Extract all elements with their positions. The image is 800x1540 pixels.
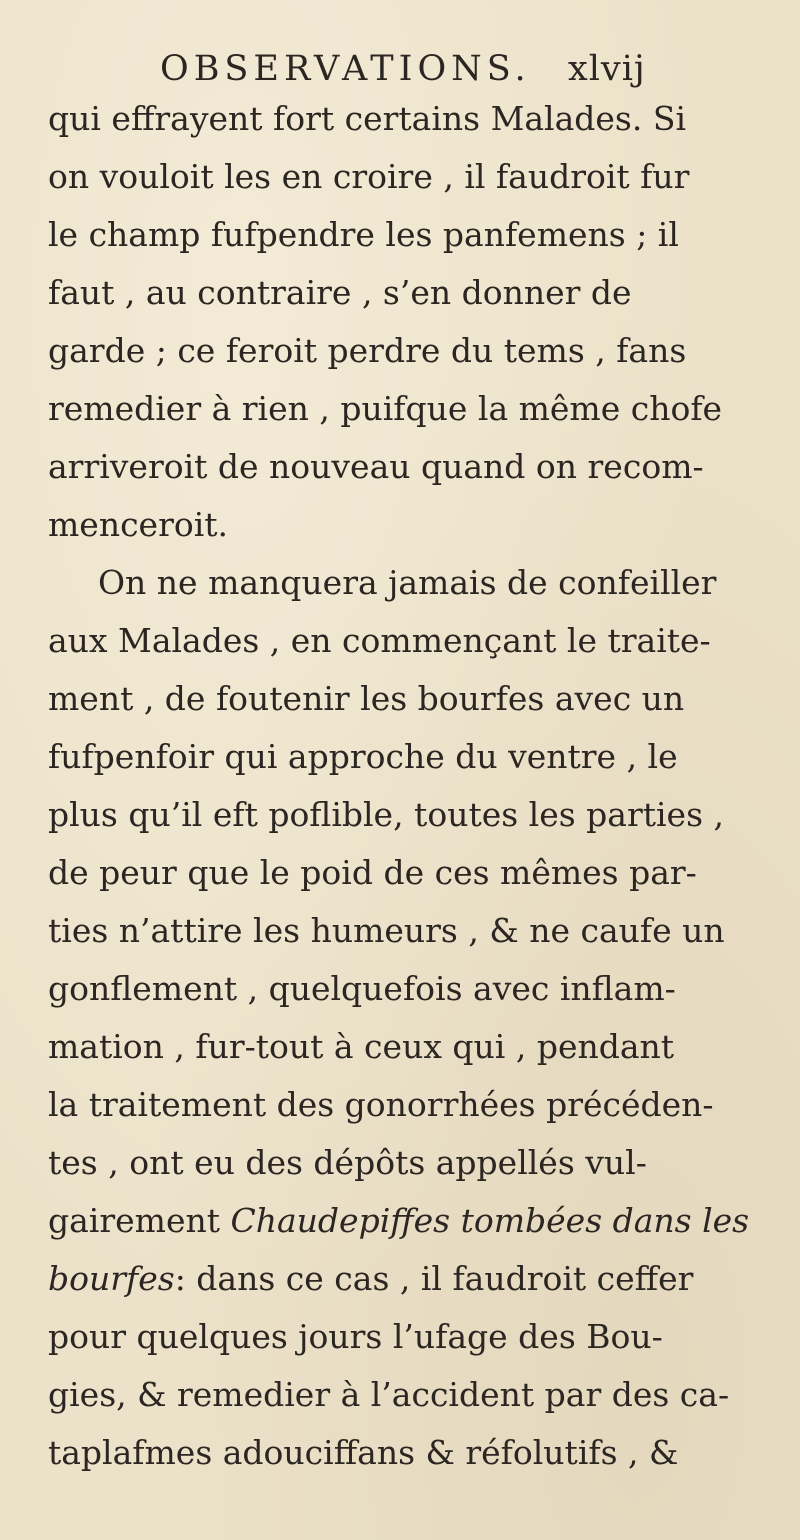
text-line [48, 1254, 693, 1304]
text-line: taplafmes adouciffans & réfolutifs , & [48, 1433, 679, 1472]
text-line: mation , fur-tout à ceux qui , pendant [48, 1027, 675, 1066]
text-line: fufpenfoir qui approche du ventre , le [48, 737, 678, 776]
text-line: pour quelques jours l’ufage des Bou- [48, 1317, 663, 1356]
text-line: le champ fufpendre les panfemens ; il [48, 215, 679, 254]
text-line: arriveroit de nouveau quand on recom- [48, 447, 704, 486]
italic-term: bourfes [48, 1259, 175, 1298]
text-line: ment , de foutenir les bourfes avec un [48, 679, 685, 718]
text-line: on vouloit les en croire , il faudroit fur [48, 157, 690, 196]
text-line: menceroit. [48, 505, 229, 544]
running-head-title: OBSERVATIONS. [160, 49, 531, 89]
text-line: la traitement des gonorrhées précéden- [48, 1085, 714, 1124]
text-line: qui effrayent fort certains Malades. Si [48, 99, 687, 138]
text-segment: gairement [48, 1201, 220, 1240]
running-head [160, 44, 720, 94]
text-line: remedier à rien , puifque la même chofe [48, 389, 723, 428]
text-line: gies, & remedier à l’accident par des ca- [48, 1375, 730, 1414]
italic-term: Chaudepiffes tombées dans les [230, 1201, 750, 1240]
text-line: tes , ont eu des dépôts appellés vul- [48, 1143, 647, 1182]
text-line: aux Malades , en commençant le traite- [48, 621, 711, 660]
page-number: xlvij [568, 49, 646, 89]
text-line [48, 1196, 749, 1246]
text-line: faut , au contraire , s’en donner de [48, 273, 632, 312]
text-line: plus qu’il eft poflible, toutes les parties , [48, 795, 725, 834]
text-line: garde ; ce feroit perdre du tems , fans [48, 331, 687, 370]
text-segment: : dans ce cas , il faudroit ceffer [174, 1259, 694, 1298]
text-line: de peur que le poid de ces mêmes par- [48, 853, 697, 892]
text-line: ties n’attire les humeurs , & ne caufe un [48, 911, 725, 950]
paragraph-first-line: On ne manquera jamais de confeiller [98, 563, 717, 602]
text-line: gonflement , quelquefois avec inflam- [48, 969, 676, 1008]
